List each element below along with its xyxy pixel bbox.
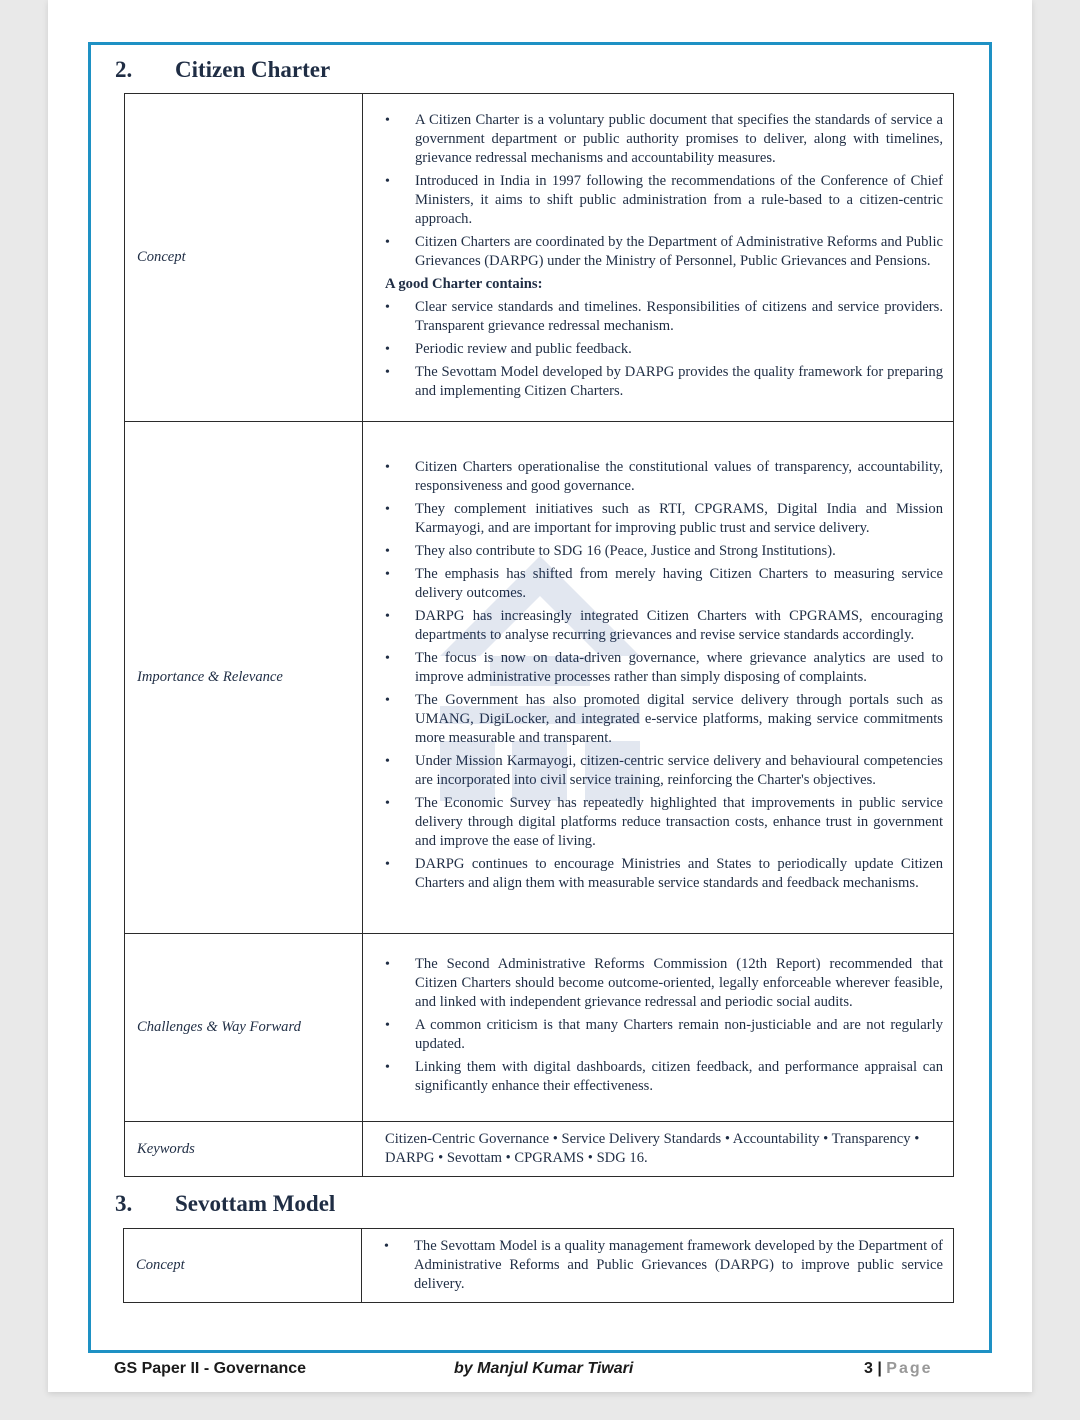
list-item: • The Sevottam Model developed by DARPG provides the quality framework for preparing and implementing Citizen Charters. bbox=[385, 363, 943, 401]
section-heading: Citizen Charter bbox=[175, 57, 331, 82]
bullet-list bbox=[385, 458, 943, 893]
page-border-frame bbox=[88, 42, 992, 1353]
section-number: 2. bbox=[115, 57, 133, 82]
row-content bbox=[363, 934, 954, 1122]
footer-page-number bbox=[864, 1360, 933, 1378]
list-item: • Citizen Charters operationalise the constitutional values of transparency, accountability, responsiveness and good governance. bbox=[385, 458, 943, 496]
section-title-sevottam-model bbox=[115, 1191, 335, 1217]
table-row-importance bbox=[125, 422, 954, 934]
row-label: Concept bbox=[125, 94, 363, 422]
list-item: • The Economic Survey has repeatedly highlighted that improvements in public service delivery through digital platforms reduce transaction costs, enhance trust in government and improve the ease of living. bbox=[385, 794, 943, 851]
table-row-challenges bbox=[125, 934, 954, 1122]
table-row-concept bbox=[124, 1229, 954, 1303]
list-item: • DARPG has increasingly integrated Citizen Charters with CPGRAMS, encouraging departments to analyse recurring grievances and revise service standards accordingly. bbox=[385, 607, 943, 645]
bullet-list bbox=[385, 955, 943, 1096]
sevottam-table bbox=[123, 1228, 954, 1303]
list-item: • They complement initiatives such as RTI, CPGRAMS, Digital India and Mission Karmayogi, and are important for improving public trust and service delivery. bbox=[385, 500, 943, 538]
list-item: • A common criticism is that many Charters remain non-justiciable and are not regularly updated. bbox=[385, 1016, 943, 1054]
list-item: • Under Mission Karmayogi, citizen-centric service delivery and behavioural competencies are incorporated into civil service training, reinforcing the Charter's objectives. bbox=[385, 752, 943, 790]
page-number: 3 bbox=[864, 1360, 873, 1377]
list-item: • Clear service standards and timelines. Responsibilities of citizens and service providers. Transparent grievance redressal mechanism. bbox=[385, 298, 943, 336]
section-number: 3. bbox=[115, 1191, 133, 1216]
row-label: Keywords bbox=[125, 1122, 363, 1177]
table-row-keywords bbox=[125, 1122, 954, 1177]
page-word: Page bbox=[886, 1360, 933, 1377]
document-page bbox=[48, 0, 1032, 1392]
row-label: Concept bbox=[124, 1229, 362, 1303]
bullet-list bbox=[385, 298, 943, 401]
row-label: Importance & Relevance bbox=[125, 422, 363, 934]
list-item: • The Sevottam Model is a quality management framework developed by the Department of Administrative Reforms and Public Grievances (DARPG) to improve public service delivery. bbox=[384, 1237, 943, 1294]
keywords-text: Citizen-Centric Governance • Service Delivery Standards • Accountability • Transparency • DARPG • Sevottam • CPGRAMS • SDG 16. bbox=[363, 1122, 954, 1177]
row-content bbox=[362, 1229, 954, 1303]
list-item: • DARPG continues to encourage Ministries and States to periodically update Citizen Charters and align them with measurable service standards and feedback mechanisms. bbox=[385, 855, 943, 893]
footer-author: by Manjul Kumar Tiwari bbox=[454, 1360, 634, 1377]
list-item: • Introduced in India in 1997 following the recommendations of the Conference of Chief Ministers, it aims to shift public administration from a rule-based to a citizen-centric approach. bbox=[385, 172, 943, 229]
list-item: • Linking them with digital dashboards, citizen feedback, and performance appraisal can significantly enhance their effectiveness. bbox=[385, 1058, 943, 1096]
list-item: • The Second Administrative Reforms Commission (12th Report) recommended that Citizen Charters should become outcome-oriented, legally enforceable wherever feasible, and linked with independent grievance redressal and periodic social audits. bbox=[385, 955, 943, 1012]
bullet-list bbox=[385, 111, 943, 271]
list-item: • Citizen Charters are coordinated by the Department of Administrative Reforms and Public Grievances (DARPG) under the Ministry of Personnel, Public Grievances and Pensions. bbox=[385, 233, 943, 271]
row-label: Challenges & Way Forward bbox=[125, 934, 363, 1122]
footer-left: GS Paper II - Governance bbox=[114, 1360, 307, 1377]
list-item: • The focus is now on data-driven governance, where grievance analytics are used to improve administrative processes rather than simply disposing of complaints. bbox=[385, 649, 943, 687]
list-item: • Periodic review and public feedback. bbox=[385, 340, 943, 359]
section-title-citizen-charter bbox=[115, 57, 330, 83]
row-content bbox=[363, 94, 954, 422]
list-item: • The emphasis has shifted from merely having Citizen Charters to measuring service delivery outcomes. bbox=[385, 565, 943, 603]
row-content bbox=[363, 422, 954, 934]
table-row-concept bbox=[125, 94, 954, 422]
bullet-list bbox=[384, 1237, 943, 1294]
list-item: • A Citizen Charter is a voluntary public document that specifies the standards of service a government department or public authority promises to deliver, along with timelines, grievance redressal mechanisms and accountability measures. bbox=[385, 111, 943, 168]
subheading: A good Charter contains: bbox=[385, 275, 543, 292]
page-separator: | bbox=[877, 1360, 882, 1377]
list-item: • They also contribute to SDG 16 (Peace, Justice and Strong Institutions). bbox=[385, 542, 943, 561]
section-heading: Sevottam Model bbox=[175, 1191, 336, 1216]
citizen-charter-table bbox=[124, 93, 954, 1177]
list-item: • The Government has also promoted digital service delivery through portals such as UMANG, DigiLocker, and integrated e-service platforms, making service commitments more measurable and transparent. bbox=[385, 691, 943, 748]
